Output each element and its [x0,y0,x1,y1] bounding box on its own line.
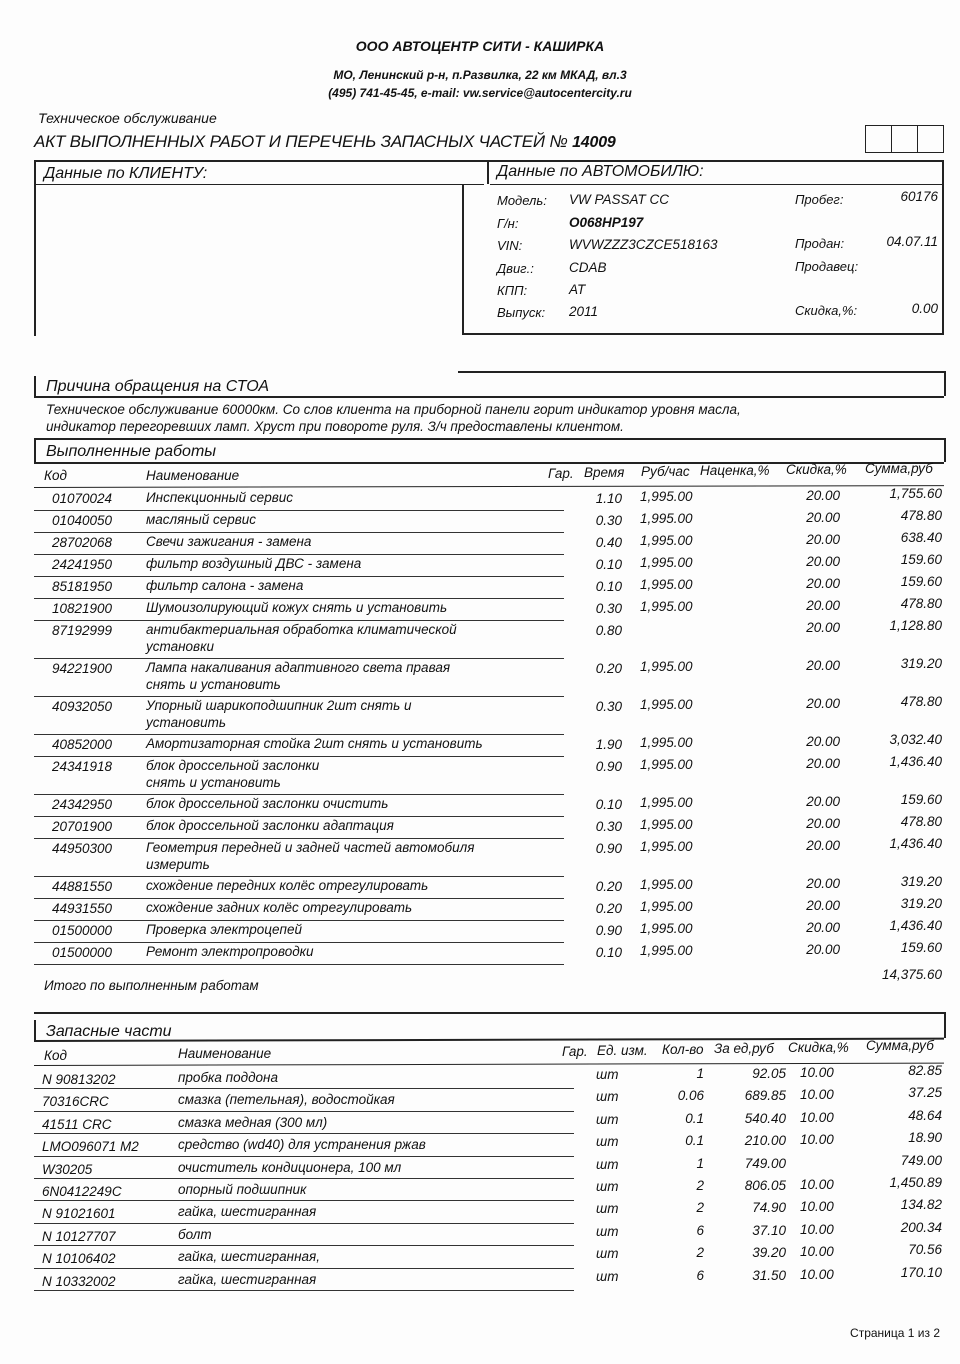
work-code: 44881550 [52,879,113,894]
part-qty: 1 [696,1155,704,1171]
part-name: смазка (петельная), водостойкая [178,1092,395,1108]
work-rate: 1,995.00 [640,489,693,504]
work-rate: 1,995.00 [640,839,693,854]
part-price: 92.05 [752,1066,786,1081]
work-sum: 159.60 [900,940,942,955]
part-qty: 1 [696,1066,704,1081]
work-name: схождение передних колёс отрегулировать [146,878,429,893]
part-discount: 10.00 [800,1244,834,1260]
part-qty: 2 [696,1178,704,1193]
parts-title: Запасные части [46,1023,172,1040]
part-sum: 18.90 [908,1130,942,1146]
gearbox-label: КПП: [497,283,528,298]
work-discount: 20.00 [806,658,840,673]
work-discount: 20.00 [806,794,840,809]
company-address [0,66,960,102]
work-name: Ремонт электропроводки [146,944,314,959]
part-discount: 10.00 [800,1199,834,1215]
part-code: 6N0412249C [42,1184,122,1199]
work-code: 01040050 [52,513,113,528]
work-code: 20701900 [52,819,113,834]
parts-col-qty: Кол-во [662,1042,704,1057]
vin-label: VIN: [497,238,523,253]
part-sum: 70.56 [908,1242,942,1258]
part-discount: 10.00 [800,1266,834,1282]
part-sum: 134.82 [900,1197,942,1213]
work-discount: 20.00 [806,598,840,613]
work-sum: 1,436.40 [889,918,942,933]
work-discount: 20.00 [806,532,840,547]
part-code: N 91021601 [42,1206,116,1222]
part-code: 41511 CRC [42,1116,112,1132]
work-discount: 20.00 [806,816,840,831]
document-number: 14009 [572,134,616,151]
reason-title: Причина обращения на СТОА [46,378,269,395]
work-sum: 638.40 [900,530,942,545]
work-time: 0.30 [595,601,622,616]
vin-value: WVWZZZ3CZCE518163 [569,237,718,252]
part-discount: 10.00 [800,1221,834,1237]
work-name: Упорный шарикоподшипник 2шт снять и [146,698,412,713]
part-unit: шт [596,1134,619,1150]
work-discount: 20.00 [806,838,840,853]
work-name: Проверка электроцепей [146,922,302,937]
document-title [34,132,616,152]
work-name: фильтр воздушный ДВС - замена [146,556,362,571]
model-label: Модель: [497,193,547,208]
work-time: 0.20 [595,661,622,676]
parts-col-gar: Гар. [562,1044,588,1059]
work-code: 94221900 [52,661,113,676]
work-sum: 1,436.40 [889,836,942,851]
sold-value: 04.07.11 [886,234,938,249]
part-unit: шт [596,1067,619,1082]
part-price: 806.05 [744,1178,786,1193]
seller-label: Продавец: [795,259,859,274]
mileage-value: 60176 [900,189,938,204]
work-name: Свечи зажигания - замена [146,534,312,549]
part-name: средство (wd40) для устранения ржав [178,1137,426,1153]
part-sum: 749.00 [900,1152,942,1168]
work-time: 0.90 [595,841,622,856]
work-rate: 1,995.00 [640,735,693,750]
work-sum: 478.80 [900,694,942,709]
work-discount: 20.00 [806,734,840,749]
work-time: 0.30 [595,699,622,714]
work-rate: 1,995.00 [640,659,693,674]
work-sum: 1,755.60 [889,486,942,501]
works-col-markup: Наценка,% [700,463,770,478]
year-label: Выпуск: [497,305,546,320]
part-price: 749.00 [744,1155,786,1171]
work-code: 44931550 [52,901,113,916]
work-rate: 1,995.00 [640,795,693,810]
work-time: 1.10 [595,491,622,506]
part-sum: 48.64 [908,1107,942,1123]
work-time: 0.10 [595,557,622,572]
part-price: 210.00 [744,1133,786,1149]
work-code: 44950300 [52,841,113,856]
gearbox-value: AT [569,282,586,297]
part-unit: шт [596,1179,619,1194]
parts-col-price: За ед,руб [714,1041,774,1056]
work-sum: 319.20 [900,874,942,889]
part-unit: шт [596,1156,619,1172]
part-code: LMO096071 M2 [42,1139,139,1155]
part-discount: 10.00 [800,1087,834,1103]
part-sum: 170.10 [900,1264,942,1280]
work-rate: 1,995.00 [640,899,693,914]
document-type: Техническое обслуживание [38,110,217,126]
engine-value: CDAB [569,260,607,275]
part-discount: 10.00 [800,1177,834,1192]
work-rate: 1,995.00 [640,921,693,936]
work-sum: 478.80 [900,814,942,829]
work-code: 28702068 [52,535,113,550]
reason-text-line-2: индикатор перегоревших ламп. Хруст при повороте руля. З/ч предоставлены клиентом. [46,419,624,434]
work-time: 0.10 [595,945,622,960]
work-sum: 159.60 [900,792,942,807]
part-name: очиститель кондиционера, 100 мл [178,1159,402,1175]
work-name-cont: снять и установить [146,677,281,692]
discount-value: 0.00 [911,301,938,316]
part-name: гайка, шестигранная, [178,1249,320,1265]
works-total-value: 14,375.60 [881,967,942,982]
parts-col-name: Наименование [178,1046,272,1061]
work-time: 0.80 [595,623,622,638]
work-code: 01500000 [52,923,113,938]
parts-col-discount: Скидка,% [788,1040,849,1055]
work-name-cont: измерить [146,857,210,872]
work-discount: 20.00 [806,488,840,503]
part-unit: шт [596,1089,619,1105]
works-col-sum: Сумма,руб [865,461,933,476]
work-time: 1.90 [595,737,622,752]
part-name: смазка медная (300 мл) [178,1114,328,1130]
part-discount: 10.00 [800,1109,834,1125]
part-code: 70316CRC [42,1094,109,1110]
part-unit: шт [596,1223,619,1239]
client-section-title: Данные по КЛИЕНТУ: [44,165,208,182]
part-sum: 37.25 [908,1085,942,1101]
plate-value: O068HP197 [569,215,644,230]
part-qty: 0.1 [685,1110,704,1126]
work-code: 24341918 [52,759,113,774]
work-time: 0.90 [595,923,622,938]
part-discount: 10.00 [800,1132,834,1148]
year-value: 2011 [569,304,599,319]
work-name: блок дроссельной заслонки адаптация [146,818,394,833]
part-discount: 10.00 [800,1065,834,1080]
part-price: 540.40 [744,1110,786,1126]
work-rate: 1,995.00 [640,599,693,614]
part-code: N 10127707 [42,1228,116,1244]
works-total-label: Итого по выполненным работам [44,978,259,993]
part-price: 39.20 [752,1245,786,1261]
part-sum: 82.85 [908,1063,942,1078]
work-name: Амортизаторная стойка 2шт снять и установить [146,736,483,751]
work-discount: 20.00 [806,920,840,935]
work-sum: 159.60 [900,552,942,567]
work-sum: 319.20 [900,896,942,911]
part-price: 689.85 [744,1088,786,1104]
work-time: 0.20 [595,879,622,894]
work-name-cont: снять и установить [146,775,281,790]
work-code: 40852000 [52,737,113,752]
part-code: N 10332002 [42,1273,116,1289]
part-unit: шт [596,1201,619,1217]
work-code: 01500000 [52,945,113,960]
part-qty: 2 [696,1200,704,1216]
part-unit: шт [596,1268,619,1284]
reason-text-line-1: Техническое обслуживание 60000км. Со слов клиента на приборной панели горит индикатор уровня масла, [46,402,741,417]
works-col-rate: Руб/час [641,464,690,479]
work-code: 40932050 [52,699,113,714]
address-line-2: (495) 741-45-45, e-mail: vw.service@autocentercity.ru [328,86,632,100]
part-name: пробка поддона [178,1070,278,1085]
work-rate: 1,995.00 [640,943,693,958]
work-sum: 159.60 [900,574,942,589]
part-code: N 10106402 [42,1251,116,1267]
work-name: блок дроссельной заслонки очистить [146,796,389,811]
work-rate: 1,995.00 [640,533,693,548]
work-sum: 478.80 [900,596,942,611]
part-name: гайка, шестигранная [178,1271,317,1287]
work-time: 0.20 [595,901,622,916]
work-time: 0.30 [595,513,622,528]
parts-col-sum: Сумма,руб [866,1038,934,1053]
part-qty: 2 [696,1245,704,1261]
work-sum: 1,128.80 [889,618,942,633]
work-sum: 3,032.40 [889,732,942,747]
work-rate: 1,995.00 [640,757,693,772]
work-code: 24342950 [52,797,113,812]
engine-label: Двиг.: [497,261,534,276]
work-discount: 20.00 [806,876,840,891]
work-code: 24241950 [52,557,113,572]
works-col-name: Наименование [146,468,240,483]
part-unit: шт [596,1246,619,1262]
part-unit: шт [596,1111,619,1127]
work-name: схождение задних колёс отрегулировать [146,900,413,915]
part-sum: 200.34 [900,1219,942,1235]
work-discount: 20.00 [806,756,840,771]
works-col-discount: Скидка,% [786,462,847,477]
part-name: опорный подшипник [178,1182,307,1197]
works-title: Выполненные работы [46,443,217,460]
company-name: ООО АВТОЦЕНТР СИТИ - КАШИРКА [355,38,605,54]
work-discount: 20.00 [806,554,840,569]
part-qty: 0.1 [685,1133,704,1149]
work-time: 0.40 [595,535,622,550]
stamp-boxes [865,125,944,153]
part-name: гайка, шестигранная [178,1204,317,1220]
car-section-title: Данные по АВТОМОБИЛЮ: [497,163,704,180]
work-code: 10821900 [52,601,113,616]
part-name: болт [178,1226,212,1242]
work-sum: 478.80 [900,508,942,523]
model-value: VW PASSAT CC [569,192,670,207]
work-rate: 1,995.00 [640,511,693,526]
work-name-cont: установки [146,639,214,654]
work-name: Инспекционный сервис [146,490,294,505]
part-code: N 90813202 [42,1072,116,1087]
work-code: 85181950 [52,579,113,594]
document-title-text: АКТ ВЫПОЛНЕННЫХ РАБОТ И ПЕРЕЧЕНЬ ЗАПАСНЫХ ЧАСТЕЙ № [34,132,568,151]
work-time: 0.90 [595,759,622,774]
address-line-1: МО, Ленинский р-н, п.Развилка, 22 км МКАД, вл.3 [333,68,627,82]
work-name: блок дроссельной заслонки [146,758,320,773]
work-rate: 1,995.00 [640,697,693,712]
part-qty: 0.06 [677,1088,704,1104]
part-qty: 6 [696,1267,704,1283]
works-col-time: Время [584,465,625,480]
parts-col-unit: Ед. изм. [597,1043,648,1058]
work-sum: 319.20 [900,656,942,671]
plate-label: Г/н: [497,216,519,231]
work-time: 0.10 [595,579,622,594]
work-name: антибактериальная обработка климатической [146,622,457,637]
work-rate: 1,995.00 [640,555,693,570]
work-discount: 20.00 [806,510,840,525]
work-discount: 20.00 [806,620,840,635]
parts-col-code: Код [44,1048,67,1063]
work-name: Геометрия передней и задней частей автомобиля [146,840,475,855]
work-time: 0.30 [595,819,622,834]
page-indicator: Страница 1 из 2 [850,1326,940,1340]
work-sum: 1,436.40 [889,754,942,769]
part-price: 31.50 [752,1267,786,1283]
work-code: 87192999 [52,623,113,638]
work-discount: 20.00 [806,942,840,957]
works-col-code: Код [44,468,67,483]
work-name-cont: установить [146,715,226,730]
work-discount: 20.00 [806,696,840,711]
discount-label: Скидка,%: [795,303,858,318]
part-price: 74.90 [752,1200,786,1216]
sold-label: Продан: [795,236,845,251]
work-discount: 20.00 [806,576,840,591]
work-name: масляный сервис [146,512,257,527]
mileage-label: Пробег: [795,192,844,207]
work-name: фильтр салона - замена [146,578,304,593]
part-qty: 6 [696,1222,704,1238]
part-price: 37.10 [752,1222,786,1238]
work-discount: 20.00 [806,898,840,913]
work-rate: 1,995.00 [640,577,693,592]
part-sum: 1,450.89 [889,1175,942,1190]
work-name: Лампа накаливания адаптивного света правая [146,660,451,675]
work-code: 01070024 [52,491,113,506]
work-rate: 1,995.00 [640,877,693,892]
work-name: Шумоизолирующий кожух снять и установить [146,600,448,615]
part-code: W30205 [42,1161,93,1177]
works-col-gar: Гар. [548,466,574,481]
work-rate: 1,995.00 [640,817,693,832]
work-time: 0.10 [595,797,622,812]
